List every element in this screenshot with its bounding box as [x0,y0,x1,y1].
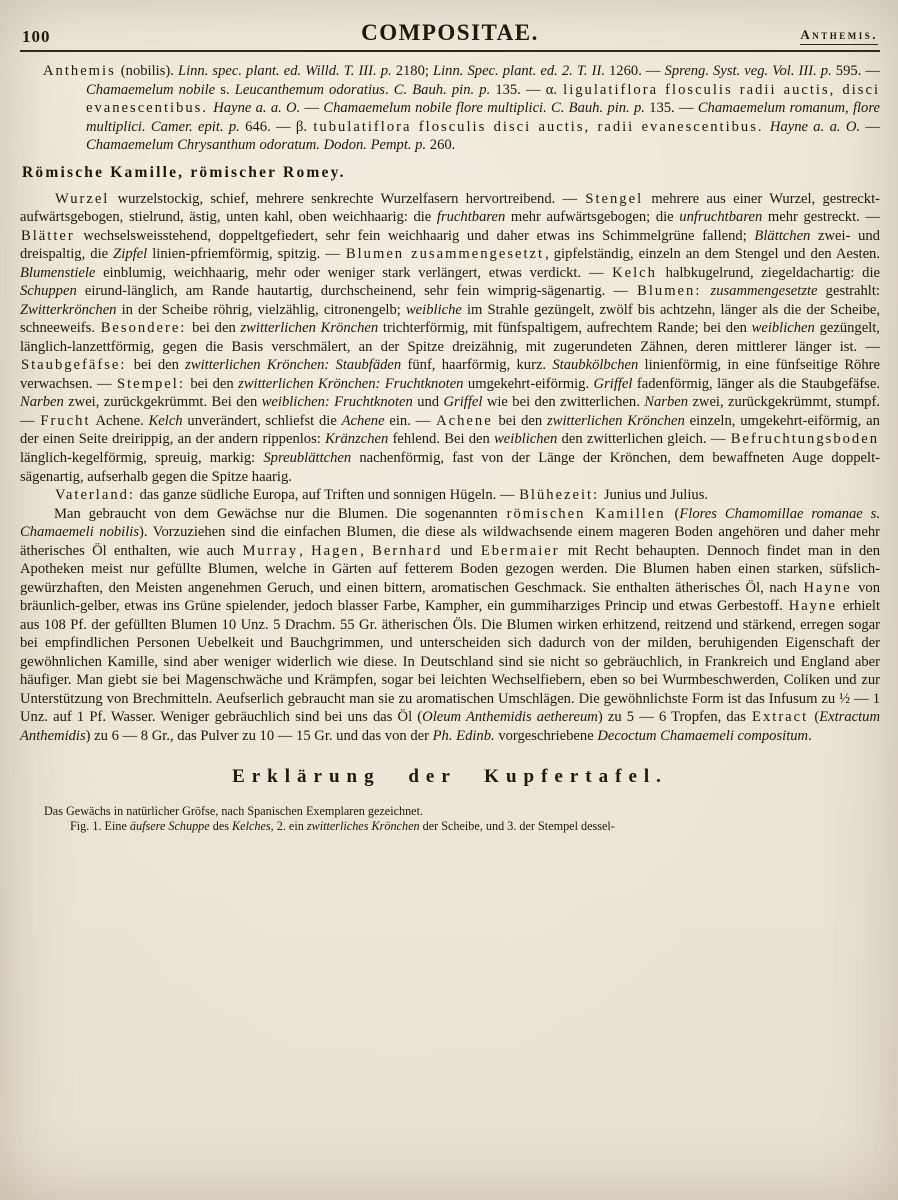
text-run: Fig. 1. Eine [70,819,130,834]
text-run: Ph. Edinb. [432,727,495,744]
species-heading: Römische Kamille, römischer Romey. [22,163,346,181]
text-run: Flores Chamomillae romanae s. Chamaemeli nobilis [20,505,880,541]
page-number: 100 [22,26,51,46]
text-run: bei den [493,412,548,429]
text-run: Blätter [21,227,75,244]
text-run: Befruchtungsboden [730,431,879,448]
text-run: weiblichen [751,320,815,337]
text-run: C. Bauh. pin. p. [393,81,491,98]
text-run: des [209,819,233,834]
text-run: linienförmig, in eine fünfseitige Röhre verwachsen. — [20,357,880,392]
text-run: Zwitterkrönchen [20,301,117,318]
text-run: bei den [185,375,239,392]
text-run: Staubfäden [335,357,402,374]
text-run: Blumen: [637,283,702,300]
text-run: erhielt aus 108 Pf. der gefüllten Blumen 10 Unz. 5 Drachm. 55 Gr. ätherischen Öls. Die Blumen wirken erhitzend, reitzend und stärkend, erregen sogar bei empfindlichen Personen Uebelkeit und Bauchgrimmen, und unterscheiden sich dadurch von der milden, beruhigenden Eigenschaft der gewöhnlichen Kamille, sind aber weniger widerlich wie diese. In Deutschland sind sie nicht so gebräuchlich, in Frankreich und England aber häufiger. Man giebt sie bei Magenschwäche und Krämpfen, sogar bei leichten Wechselfiebern, eben so bei Wurmbeschwerden, Coliken und zur Unterstützung von Brechmitteln. Aeufserlich gebraucht man sie zu aromatischen Umschlägen. Die gewöhnlichste Form ist das Infusum zu ½ — 1 Unz. auf 1 Pf. Wasser. Weniger gebräuchlich sind bei uns das Öl ( [20,598,880,726]
text-run: ligulatiflora flosculis radii auctis, disci evanescentibus. [86,81,880,117]
text-run: Wurzel [55,190,110,207]
running-genus: Anthemis. [800,27,878,46]
text-run: weibliche [405,301,462,318]
text-run: Hayne [788,598,837,615]
text-run: 135. — α. [490,81,563,98]
text-run: weiblichen: Fruchtknoten [261,394,413,411]
text-run: zwitterlichen Krönchen [547,412,685,429]
text-run: Extract [752,709,809,726]
text-run: Anthemis [43,63,116,80]
text-run: ) zu 5 — 6 Tropfen, das [597,709,752,726]
text-run: fadenförmig, länger als die Staubgefäfse. [632,375,880,392]
text-run: — [300,100,324,117]
text-run: Blumen zusammengesetzt [345,246,545,263]
text-run: ( [666,505,680,522]
text-run: römischen Kamillen [506,505,666,522]
text-run: zusammengesetzte [710,283,818,300]
plate-note-general [44,804,880,820]
text-run: zwitterlichen Krönchen [240,320,379,337]
text-run: Kränzchen [325,431,389,448]
text-run: Chamaemelum nobile flore multiplici. [323,100,547,117]
text-run: C. Bauh. pin. p. [551,100,645,117]
text-run: Camer. epit. p. [150,118,240,135]
text-run: Hayne a. a. O. [769,118,861,135]
text-run: vorgeschriebene [494,727,598,744]
habitat-paragraph [20,486,880,505]
text-run: wurzelstockig, schief, mehrere senkrechte Wurzelfasern hervortreibend. — [110,190,585,207]
text-run: , [360,542,372,559]
text-run: Blumenstiele [20,264,96,281]
text-run: Bernhard [372,542,443,559]
text-run: Besondere: [100,320,187,337]
text-run: 135. — [644,100,698,117]
text-run: Leucanthemum odoratius [234,81,385,98]
text-run: Hayne [803,579,852,596]
text-run [702,283,710,299]
text-run: halbkugelrund, ziegeldachartig: die [657,264,880,281]
text-run: . [384,81,394,98]
text-run: von bräunlich-gelber, etwas ins Grüne spielender, jedoch blasser Farbe, Kampher, ein gummiharziges Princip und etwas Gerbestoff. [20,579,880,615]
text-run: Chamaemelum romanum, flore multiplici. [86,100,880,135]
text-run: Blühezeit: [519,487,600,504]
text-run: Narben [20,394,64,411]
text-run: , 2. ein [270,819,307,834]
text-run: Junius und Julius. [600,487,709,504]
plate-explanation-heading: Erklärung der Kupfertafel. [232,766,668,788]
text-run: (nobilis). [116,63,178,80]
text-run: Fruchtknoten [384,375,464,392]
text-run: bei den [127,357,186,374]
text-run: mit Recht behaupten. Dennoch findet man in den Apotheken meist nur gefüllte Blumen, welche in Gärten auf fetterem Boden gezogen werden. Die Blumen haben einen starken, süfslich-gewürzhaften, den Meisten angenehmen Geruch, und einen bittern, aromatischen Geschmack. Sie enthalten ätherisches Öl, nach [20,542,881,596]
synonymy-paragraph [42,62,880,155]
text-run: Murray [242,542,299,559]
text-run: — [860,118,880,135]
text-run: Kelches [232,819,271,834]
description-paragraph [20,190,880,487]
text-run: fehlend. Bei den [388,431,495,448]
text-run: Ebermaier [480,542,560,559]
text-run: zwei- und dreispaltig, die [20,227,880,263]
plate-note-figures [44,819,880,835]
text-run: zwitterlichen Krönchen: [185,357,330,374]
text-run: gestrahlt: [817,283,880,300]
text-run: , [299,542,311,559]
text-run: in der Scheibe röhrig, vielzählig, citronengelb; [116,301,406,318]
text-run: ). Vorzuziehen sind die einfachen Blumen, die diese als wildwachsende einem mageren Boden angehören und daher mehr ätherisches Öl enthalten, wie auch [20,524,880,559]
text-run: Staubgefäfse: [21,357,127,374]
text-run: einzeln, umgekehrt-eiförmig, an der einen Seite dreirippig, an der andern rippenlos: [20,412,880,448]
text-run: Linn. Spec. plant. ed. 2. T. II. [433,63,605,80]
text-run: . [808,727,812,744]
text-run: Achene [341,412,385,429]
text-run: umgekehrt-eiförmig. [463,375,594,392]
text-run: Extractum Anthemidis [20,709,880,744]
text-run: gezüngelt, länglich-lanzettförmig, gegen die Basis verschmälert, an der Spitze dreizähnig, mit zugerundeten Zähnen, deren mittlerer länger ist. — [20,320,880,355]
text-run: weiblichen [494,431,558,448]
text-run: Blättchen [754,227,811,244]
text-run: Griffel [443,394,483,411]
text-run: Hayne a. a. O. [213,100,301,117]
text-run: Spreublättchen [263,449,352,466]
usage-paragraph [20,505,880,746]
text-run: den zwitterlichen gleich. — [557,431,730,448]
text-run: Frucht [40,412,91,429]
text-run: eirund-länglich, am Rande hautartig, durchscheinend, sehr fein wimprig-sägenartig. — [76,283,637,300]
text-run: fruchtbaren [436,209,506,226]
text-run: Achene [436,412,493,429]
text-run: einblumig, weichhaarig, mehr oder weniger stark verlängert, etwas verdickt. — [95,264,612,281]
text-run: das ganze südliche Europa, auf Triften und sonnigen Hügeln. — [135,487,519,504]
text-run: unfruchtbaren [679,209,763,226]
text-run: Schuppen [20,283,77,300]
text-run: , gipfelständig, einzeln an dem Stengel und den Aesten. [545,246,880,263]
text-run: ein. — [384,412,436,429]
text-run: Achene. [91,412,149,429]
text-run: ) zu 6 — 8 Gr., das Pulver zu 10 — 15 Gr. und das von der [85,727,433,744]
text-run: 2180; [391,63,434,80]
text-run: Stengel [585,190,644,207]
text-run: wechselsweisstehend, doppeltgefiedert, sehr fein weichhaarig und daher etwas ins Schimmelgrüne fallend; [75,227,755,244]
text-run: Decoctum Chamaemeli compositum [597,727,809,744]
text-run: mehr aufwärtsgebogen; die [505,209,680,226]
text-run: s. [215,81,235,98]
text-run: äufsere Schuppe [129,819,210,834]
text-run: Griffel [593,375,633,392]
header-rule [20,50,880,52]
text-run: nachenförmig, fast von der Länge der Krönchen, dem bewaffneten Auge doppelt-sägenartig, aufserhalb gegen die Spitze haarig. [20,449,881,485]
text-run: Kelch [148,412,183,429]
text-run: zwitterliches Krönchen [306,819,420,834]
text-run: fünf, haarförmig, kurz. [401,357,553,374]
text-run: zwei, zurückgekrümmt, stumpf. — [20,394,880,429]
text-run: linien-pfriemförmig, spitzig. — [147,246,345,263]
text-run: unverändert, schliefst die [182,412,342,429]
text-run: 646. — β. [239,118,313,135]
text-run: Narben [644,394,689,411]
text-run: und [412,394,444,411]
text-run: mehr gestreckt. — [762,209,880,226]
text-run: Hagen [311,542,360,559]
text-run: zwitterlichen Krönchen: [238,375,381,392]
text-run: Stempel: [117,375,185,392]
text-run: Dodon. Pempt. p. [323,137,427,154]
text-run: Linn. spec. plant. ed. Willd. T. III. p. [177,63,392,80]
text-run: Chamaemelum Chrysanthum odoratum. [86,137,320,154]
text-run: 595. — [831,63,880,80]
text-run: Zipfel [113,246,148,263]
text-run: länglich-kegelförmig, spreuig, markig: [20,449,264,466]
text-run: Das Gewächs in natürlicher Gröfse, nach Spanischen Exemplaren gezeichnet. [44,803,424,818]
text-run: im Strahle gezüngelt, zwölf bis achtzehn, länger als die der Scheibe, schneeweifs. [20,301,880,337]
text-run: 260. [426,137,456,154]
page-header [22,18,878,47]
text-run: Spreng. Syst. veg. Vol. III. p. [664,63,832,80]
text-run: 1260. — [604,63,665,80]
text-run: Oleum Anthemidis aethereum [422,709,598,726]
text-run: wie bei den zwitterlichen. [482,394,645,411]
text-run: Chamaemelum nobile [86,81,216,98]
text-run: und [443,542,480,559]
text-run: tubulatiflora flosculis disci auctis, radii evanescentibus. [313,118,764,135]
text-run: Kelch [612,264,657,281]
text-run: mehrere aus einer Wurzel, gestreckt-aufwärtsgebogen, stielrund, ästig, unten kahl, oben weichhaarig: die [20,190,881,226]
text-run: der Scheibe, und 3. der Stempel dessel- [419,819,615,834]
text-run: Man gebraucht von dem Gewächse nur die Blumen. Die sogenannten [54,505,506,522]
text-run: ( [809,709,820,726]
text-run: trichterförmig, mit fünfspaltigem, aufrechtem Rande; bei den [378,320,752,337]
running-title: COMPOSITAE. [361,20,539,45]
text-run: Vaterland: [55,487,135,504]
text-run: zwei, zurückgekrümmt. Bei den [63,394,262,411]
text-run: bei den [187,320,241,337]
text-run: Staubkölbchen [552,357,639,374]
